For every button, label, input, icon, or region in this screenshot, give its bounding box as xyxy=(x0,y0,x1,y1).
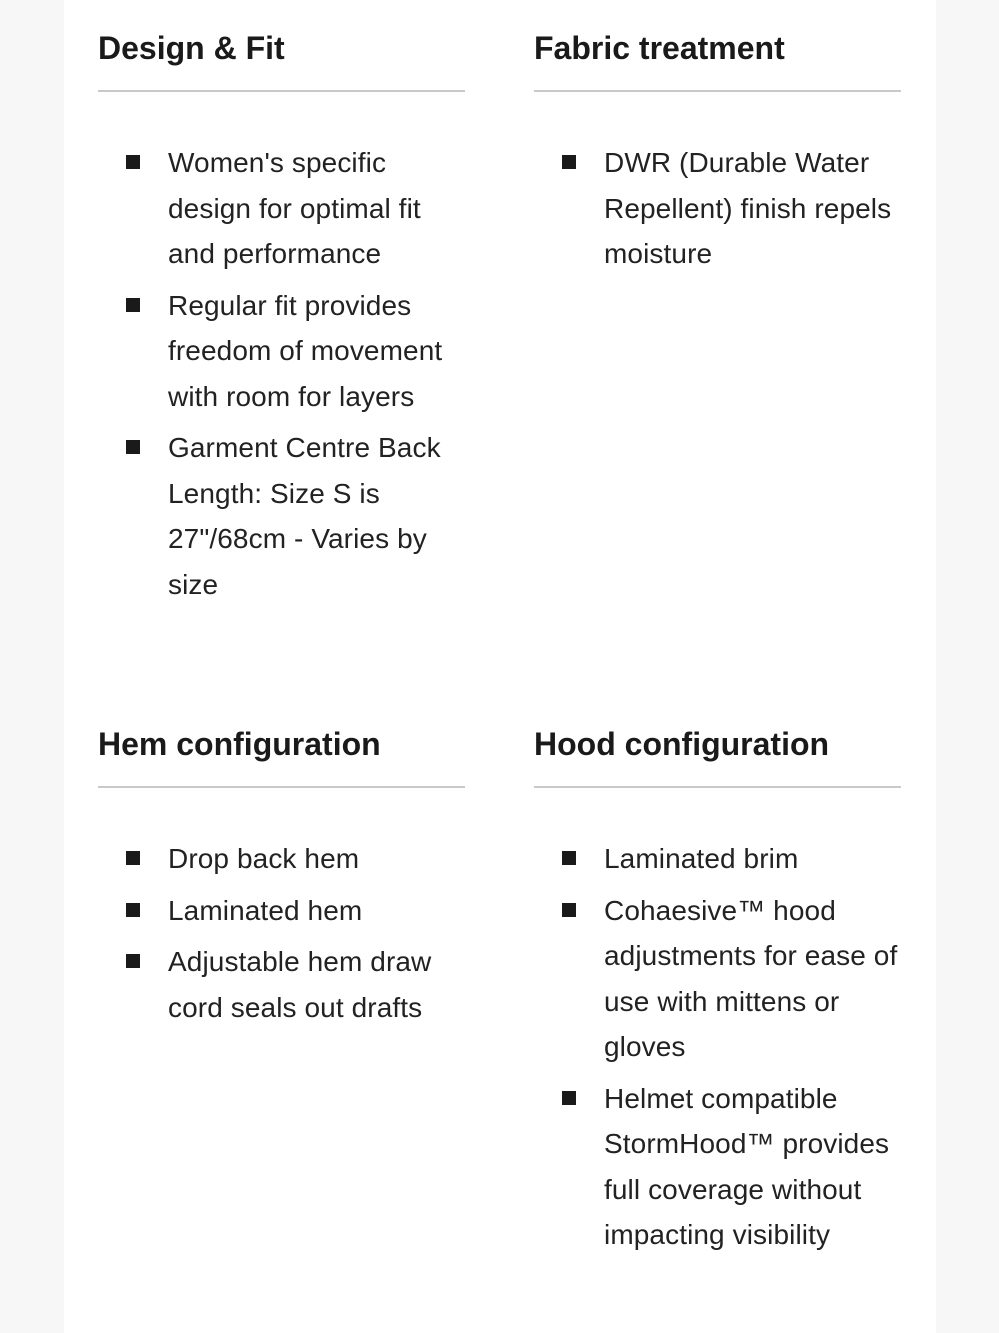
section-title: Hem configuration xyxy=(98,726,381,762)
feature-list xyxy=(534,836,901,1258)
list-item-text: Adjustable hem draw cord seals out drafts xyxy=(168,946,432,1023)
list-item xyxy=(98,888,465,934)
square-bullet-icon xyxy=(126,903,140,917)
section-fabric-treatment xyxy=(534,28,901,283)
list-item-text: Laminated hem xyxy=(168,894,363,926)
list-item-text: DWR (Durable Water Repellent) finish repels moisture xyxy=(604,147,892,269)
list-item xyxy=(98,283,465,420)
square-bullet-icon xyxy=(562,851,576,865)
section-hood-configuration xyxy=(534,724,901,1264)
section-title: Design & Fit xyxy=(98,30,285,66)
list-item-text: Women's specific design for optimal fit and performance xyxy=(168,147,421,269)
feature-list xyxy=(98,836,465,1030)
list-item-text: Drop back hem xyxy=(168,843,360,874)
list-item xyxy=(98,836,465,882)
list-item xyxy=(534,140,901,277)
list-item xyxy=(534,888,901,1070)
section-divider xyxy=(98,786,465,788)
feature-list xyxy=(534,140,901,277)
list-item-text: Laminated brim xyxy=(604,843,799,874)
list-item-text: Garment Centre Back Length: Size S is 27"/68cm - Varies by size xyxy=(168,432,441,600)
section-title: Fabric treatment xyxy=(534,30,785,66)
section-divider xyxy=(534,90,901,92)
list-item xyxy=(98,140,465,277)
list-item xyxy=(98,939,465,1030)
square-bullet-icon xyxy=(126,298,140,312)
square-bullet-icon xyxy=(562,903,576,917)
section-title: Hood configuration xyxy=(534,726,830,762)
section-hem-configuration xyxy=(98,724,465,1036)
list-item-text: Cohaesive™ hood adjustments for ease of use with mittens or gloves xyxy=(604,894,898,1062)
square-bullet-icon xyxy=(126,851,140,865)
section-divider xyxy=(534,786,901,788)
list-item xyxy=(534,836,901,882)
section-divider xyxy=(98,90,465,92)
square-bullet-icon xyxy=(562,1091,576,1105)
section-design-fit xyxy=(98,28,465,613)
list-item xyxy=(98,425,465,607)
list-item-text: Helmet compatible StormHood™ provides full coverage without impacting visibility xyxy=(604,1082,890,1250)
square-bullet-icon xyxy=(126,954,140,968)
square-bullet-icon xyxy=(562,155,576,169)
list-item xyxy=(534,1076,901,1258)
square-bullet-icon xyxy=(126,155,140,169)
product-features-page xyxy=(64,0,936,1333)
square-bullet-icon xyxy=(126,440,140,454)
feature-list xyxy=(98,140,465,607)
list-item-text: Regular fit provides freedom of movement with room for layers xyxy=(168,289,443,412)
